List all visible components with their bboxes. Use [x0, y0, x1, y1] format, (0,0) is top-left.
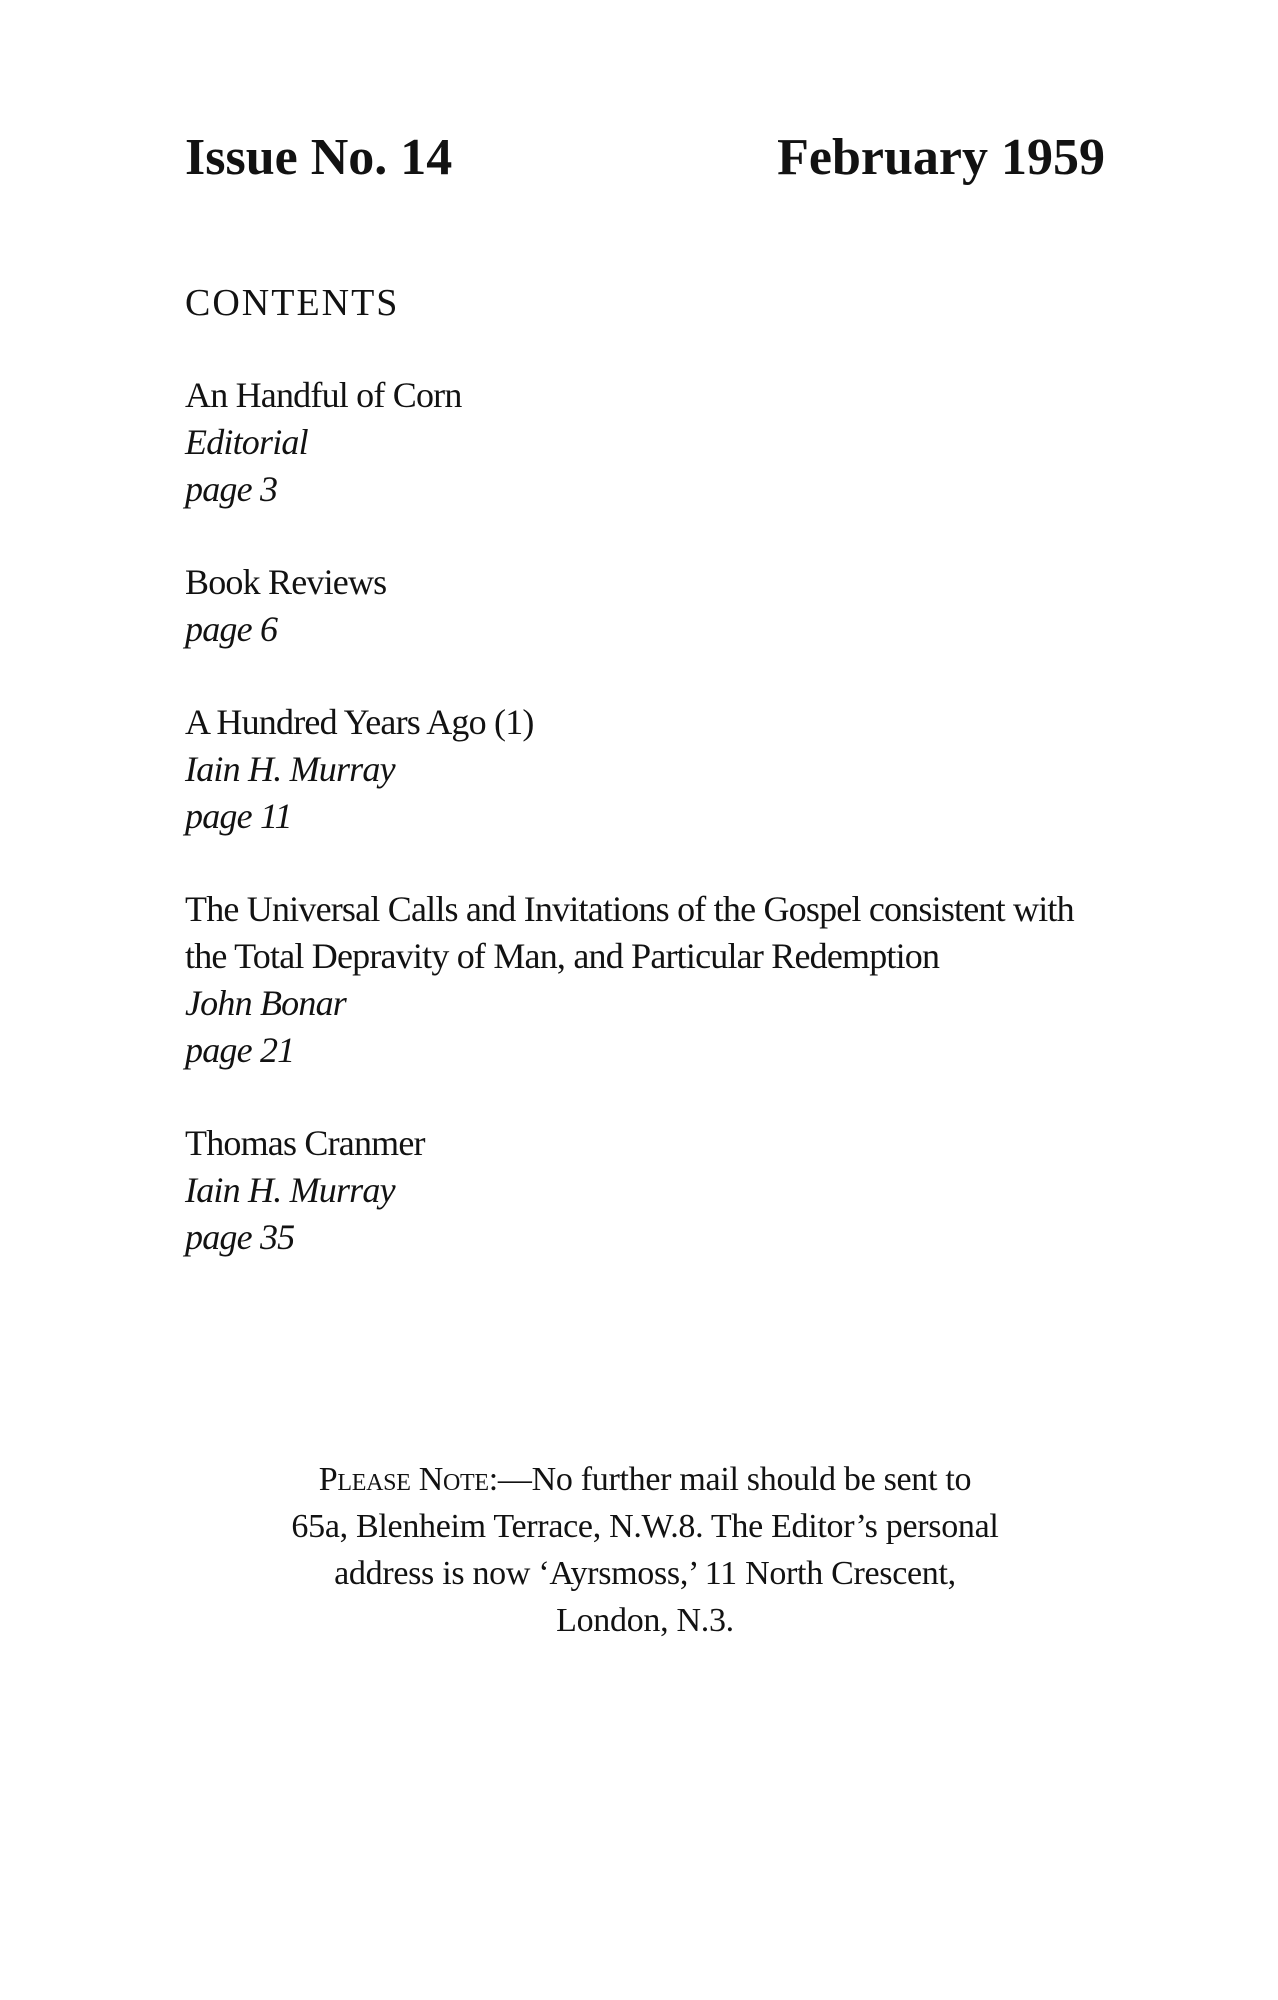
issue-date: February 1959 [777, 129, 1105, 186]
entry-title: A Hundred Years Ago (1) [185, 702, 534, 742]
toc-entry [185, 1120, 1105, 1261]
toc-entry [185, 699, 1105, 840]
entry-title: Thomas Cranmer [185, 1123, 425, 1163]
entry-page: page 3 [185, 469, 278, 509]
toc-entry [185, 559, 1105, 653]
entry-author: Iain H. Murray [185, 1170, 395, 1210]
entry-page: page 11 [185, 796, 292, 836]
entry-page: page 21 [185, 1030, 295, 1070]
entry-page: page 35 [185, 1217, 295, 1257]
entry-author: John Bonar [185, 983, 346, 1023]
editor-note [290, 1456, 1000, 1644]
issue-number: Issue No. 14 [185, 129, 453, 186]
contents-heading: CONTENTS [185, 282, 400, 324]
contents-list [185, 372, 1105, 1261]
entry-title: An Handful of Corn [185, 375, 462, 415]
entry-title: The Universal Calls and Invitations of the Gospel consistent with the Total Depravity of Man, and Particular Redemption [185, 889, 1074, 976]
note-body: —No further mail should be sent to 65a, Blenheim Terrace, N.W.8. The Editor’s personal address is now ‘Ayrsmoss,’ 11 North Crescent, London, N.3. [291, 1461, 999, 1639]
note-lead: Please Note: [318, 1461, 498, 1498]
toc-entry [185, 372, 1105, 513]
entry-title: Book Reviews [185, 562, 387, 602]
entry-page: page 6 [185, 609, 278, 649]
masthead [185, 129, 1105, 186]
entry-author: Editorial [185, 422, 308, 462]
toc-entry [185, 886, 1105, 1074]
entry-author: Iain H. Murray [185, 749, 395, 789]
